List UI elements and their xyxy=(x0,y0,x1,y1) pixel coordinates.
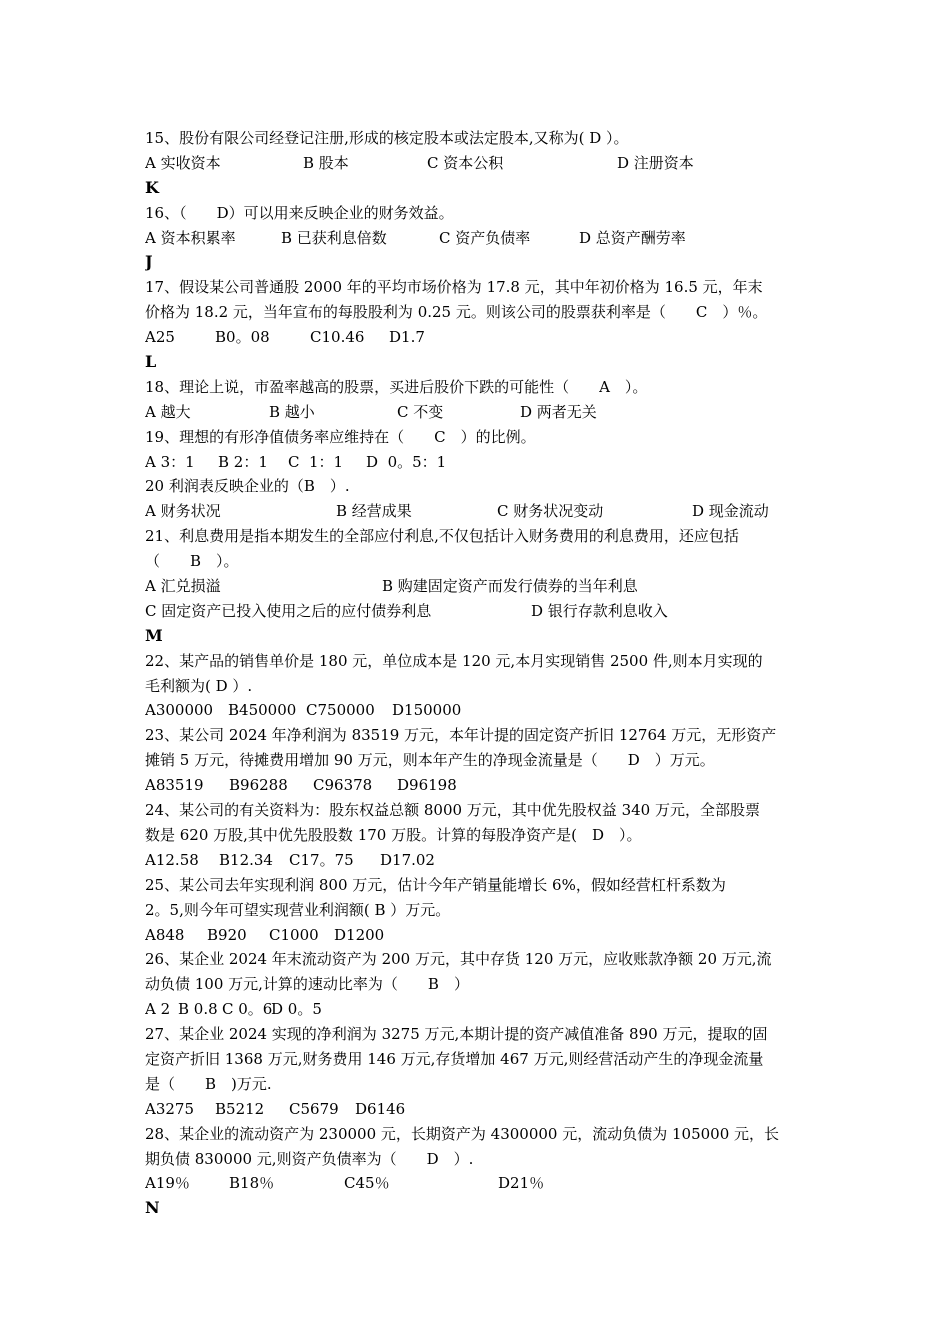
question-text: 26、某企业 2024 年末流动资产为 200 万元，其中存货 120 万元，应收账款净额 20 万元,流 xyxy=(145,950,772,969)
question-text: 期负债 830000 元,则资产负债率为（ D ）. xyxy=(145,1149,474,1168)
question-text: 25、某公司去年实现利润 800 万元，估计今年产销量能增长 6%，假如经营杠杆系数为 xyxy=(145,875,726,894)
option: A 汇兑损溢 xyxy=(145,577,221,596)
option: A 3：1 xyxy=(145,452,195,471)
option: B 股本 xyxy=(303,153,349,172)
question-text: 是（ B )万元. xyxy=(145,1074,272,1093)
answer-options xyxy=(145,450,810,475)
section-letter: L xyxy=(145,352,157,372)
option: D150000 xyxy=(392,701,462,720)
section-letter: N xyxy=(145,1198,160,1218)
question-text: 定资产折旧 1368 万元,财务费用 146 万元,存货增加 467 万元,则经营活动产生的净现金流量 xyxy=(145,1049,764,1068)
option: A 资本积累率 xyxy=(145,228,236,247)
answer-options xyxy=(145,923,810,948)
option: C 资产负债率 xyxy=(439,228,531,247)
option: C1000 xyxy=(269,925,319,944)
option: D 注册资本 xyxy=(617,153,694,172)
question-text: 20 利润表反映企业的（B ）. xyxy=(145,477,350,496)
option: B 经营成果 xyxy=(336,502,412,521)
option: A12.58 xyxy=(145,850,199,869)
section-letter: M xyxy=(145,625,163,645)
option: B5212 xyxy=(215,1099,265,1118)
option: A 2 xyxy=(145,1000,171,1019)
option: A 财务状况 xyxy=(145,502,221,521)
option: B0。08 xyxy=(215,328,270,347)
option: B 购建固定资产而发行债券的当年利息 xyxy=(382,577,638,596)
question-text: 17、假设某公司普通股 2000 年的平均市场价格为 17.8 元，其中年初价格为 16.5 元，年末 xyxy=(145,278,763,297)
option: A3275 xyxy=(145,1099,195,1118)
option: C45％ xyxy=(344,1174,390,1193)
option: B450000 xyxy=(228,701,297,720)
document-body xyxy=(145,126,810,1221)
question-text: 16、（ D）可以用来反映企业的财务效益。 xyxy=(145,203,454,222)
question-text: 21、利息费用是指本期发生的全部应付利息,不仅包括计入财务费用的利息费用，还应包括 xyxy=(145,527,739,546)
option: C 固定资产已投入使用之后的应付债券利息 xyxy=(145,601,432,620)
option: D21％ xyxy=(498,1174,545,1193)
answer-options xyxy=(145,400,810,425)
option: C5679 xyxy=(289,1099,339,1118)
option: A 实收资本 xyxy=(145,153,221,172)
section-letter: J xyxy=(145,252,153,272)
question-text: 15、股份有限公司经登记注册,形成的核定股本或法定股本,又称为( D ）。 xyxy=(145,129,629,147)
option: C96378 xyxy=(313,776,373,795)
option: B96288 xyxy=(229,776,288,795)
question-text: （ B ）。 xyxy=(145,552,239,571)
option: B 0.8 xyxy=(178,1000,218,1019)
option: C 不变 xyxy=(397,402,444,421)
option: C750000 xyxy=(306,701,375,720)
option: C17。75 xyxy=(289,850,354,869)
option: B 2：1 xyxy=(218,452,268,471)
section-letter: K xyxy=(145,177,159,197)
answer-options xyxy=(145,226,810,251)
answer-options xyxy=(145,1097,810,1122)
option: B18％ xyxy=(229,1174,275,1193)
question-text: 27、某企业 2024 实现的净利润为 3275 万元,本期计提的资产减值准备 890 万元，提取的固 xyxy=(145,1025,768,1044)
question-text: 24、某公司的有关资料为：股东权益总额 8000 万元，其中优先股权益 340 万元，全部股票 xyxy=(145,801,760,820)
option: D 银行存款利息收入 xyxy=(531,601,668,620)
question-text: 22、某产品的销售单价是 180 元，单位成本是 120 元,本月实现销售 2500 件,则本月实现的 xyxy=(145,651,763,670)
answer-options xyxy=(145,599,810,624)
question-text: 数是 620 万股,其中优先股股数 170 万股。计算的每股净资产是( D ）。 xyxy=(145,825,642,844)
option: D 两者无关 xyxy=(520,402,597,421)
option: D 0。5：1 xyxy=(366,452,447,471)
question-text: 28、某企业的流动资产为 230000 元，长期资产为 4300000 元，流动负债为 105000 元，长 xyxy=(145,1124,780,1143)
answer-options xyxy=(145,574,810,599)
option: A 越大 xyxy=(145,402,191,421)
answer-options xyxy=(145,325,810,350)
option: B 已获利息倍数 xyxy=(281,228,387,247)
option: D1200 xyxy=(334,925,385,944)
option: D17.02 xyxy=(380,850,435,869)
option: A25 xyxy=(145,328,175,347)
question-text: 18、理论上说，市盈率越高的股票，买进后股价下跌的可能性（ A ）。 xyxy=(145,377,648,396)
option: D6146 xyxy=(355,1099,406,1118)
option: B 越小 xyxy=(269,402,315,421)
option: D 现金流动 xyxy=(692,502,769,521)
option: A19％ xyxy=(145,1174,190,1193)
question-text: 23、某公司 2024 年净利润为 83519 万元，本年计提的固定资产折旧 12764 万元，无形资产 xyxy=(145,726,777,745)
question-text: 毛利额为( D ）. xyxy=(145,676,253,695)
question-text: 2。5,则今年可望实现营业利润额( B ）万元。 xyxy=(145,900,451,919)
option: A300000 xyxy=(145,701,214,720)
option: C 0。6 xyxy=(222,1000,273,1019)
option: C 资本公积 xyxy=(427,153,504,172)
answer-options xyxy=(145,848,810,873)
question-text: 价格为 18.2 元，当年宣布的每股股利为 0.25 元。则该公司的股票获利率是（ C ）％。 xyxy=(145,303,768,322)
answer-options xyxy=(145,698,810,723)
option: D96198 xyxy=(397,776,457,795)
option: B12.34 xyxy=(219,850,273,869)
answer-options xyxy=(145,499,810,524)
option: D 0。5 xyxy=(271,1000,322,1019)
option: A848 xyxy=(145,925,185,944)
answer-options xyxy=(145,773,810,798)
answer-options xyxy=(145,1171,810,1196)
answer-options xyxy=(145,997,810,1022)
option: D 总资产酬劳率 xyxy=(579,228,686,247)
option: D1.7 xyxy=(389,328,425,347)
option: C 1：1 xyxy=(288,452,344,471)
answer-options xyxy=(145,151,810,176)
option: A83519 xyxy=(145,776,204,795)
option: C10.46 xyxy=(310,328,365,347)
option: B920 xyxy=(207,925,247,944)
question-text: 19、理想的有形净值债务率应维持在（ C ）的比例。 xyxy=(145,427,536,446)
question-text: 摊销 5 万元，待摊费用增加 90 万元，则本年产生的净现金流量是（ D ）万元。 xyxy=(145,751,715,770)
option: C 财务状况变动 xyxy=(497,502,604,521)
question-text: 动负债 100 万元,计算的速动比率为（ B ） xyxy=(145,975,469,994)
